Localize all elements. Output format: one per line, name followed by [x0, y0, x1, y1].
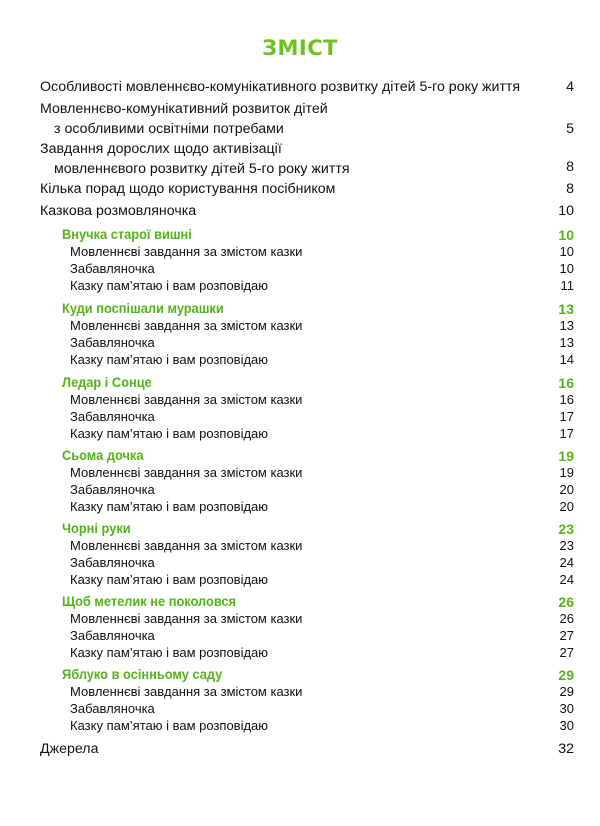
subentry-label: Мовленнєві завдання за змістом казки [70, 538, 303, 553]
story-title: Ледар і Сонце [62, 375, 152, 390]
subentry-page: 19 [559, 465, 574, 480]
toc-entry-page: 10 [558, 203, 574, 219]
subentry-page: 13 [559, 318, 574, 333]
toc-entry-page: 5 [566, 121, 574, 137]
subentry-label: Казку пам’ятаю і вам розповідаю [70, 499, 269, 514]
subentry-label: Мовленнєві завдання за змістом казки [70, 318, 303, 333]
story-page: 16 [558, 375, 574, 391]
toc-entry-label: Казкова розмовляночка [40, 203, 197, 219]
subentry-page: 17 [559, 426, 574, 441]
subentry-page: 17 [559, 409, 574, 424]
subentry-label: Мовленнєві завдання за змістом казки [70, 684, 303, 699]
subentry-label: Мовленнєві завдання за змістом казки [70, 392, 303, 407]
story-title: Яблуко в осінньому саду [62, 667, 223, 682]
subentry-page: 27 [559, 628, 574, 643]
toc-entry-label: Кілька порад щодо користування посібником [40, 181, 336, 197]
story-page: 23 [558, 521, 574, 537]
subentry-label: Забавляночка [70, 261, 155, 276]
subentry-page: 24 [559, 555, 574, 570]
subentry-page: 10 [559, 261, 574, 276]
story-page: 10 [558, 227, 574, 243]
subentry-page: 11 [560, 278, 574, 293]
toc-entry-page: 8 [566, 181, 574, 197]
story-title: Щоб метелик не поколовся [62, 594, 237, 609]
subentry-label: Казку пам’ятаю і вам розповідаю [70, 645, 269, 660]
story-page: 13 [558, 301, 574, 317]
story-title: Сьома дочка [62, 448, 144, 463]
subentry-label: Забавляночка [70, 555, 155, 570]
story-title: Внучка старої вишні [62, 227, 192, 242]
story-page: 29 [558, 667, 574, 683]
subentry-label: Забавляночка [70, 335, 155, 350]
page-title: ЗМІСТ [262, 36, 338, 60]
toc-entry-page: 4 [566, 79, 574, 95]
toc-entry-label: Особливості мовленнєво-комунікативного розвитку дітей 5-го року життя [40, 79, 521, 95]
subentry-label: Мовленнєві завдання за змістом казки [70, 244, 303, 259]
toc-entry-label: Джерела [40, 741, 99, 757]
subentry-page: 10 [559, 244, 574, 259]
story-page: 26 [558, 594, 574, 610]
subentry-page: 16 [559, 392, 574, 407]
story-title: Чорні руки [62, 521, 131, 536]
subentry-label: Мовленнєві завдання за змістом казки [70, 611, 303, 626]
toc-entry-label: Мовленнєво-комунікативний розвиток дітей з особливими освітніми потребами [40, 101, 328, 137]
subentry-page: 30 [559, 718, 574, 733]
subentry-label: Забавляночка [70, 409, 155, 424]
subentry-page: 23 [559, 538, 574, 553]
subentry-label: Казку пам’ятаю і вам розповідаю [70, 718, 269, 733]
toc-entry-page: 8 [566, 159, 574, 175]
subentry-page: 27 [559, 645, 574, 660]
story-page: 19 [558, 448, 574, 464]
subentry-label: Казку пам’ятаю і вам розповідаю [70, 278, 269, 293]
subentry-label: Забавляночка [70, 482, 155, 497]
subentry-label: Забавляночка [70, 628, 155, 643]
subentry-page: 24 [559, 572, 574, 587]
subentry-page: 30 [559, 701, 574, 716]
subentry-page: 20 [559, 482, 574, 497]
story-title: Куди поспішали мурашки [62, 301, 224, 316]
subentry-page: 14 [559, 352, 574, 367]
subentry-label: Казку пам’ятаю і вам розповідаю [70, 426, 269, 441]
subentry-page: 20 [559, 499, 574, 514]
toc-entry-page: 32 [558, 741, 574, 757]
subentry-label: Мовленнєві завдання за змістом казки [70, 465, 303, 480]
subentry-page: 29 [559, 684, 574, 699]
subentry-label: Казку пам’ятаю і вам розповідаю [70, 572, 269, 587]
subentry-page: 26 [559, 611, 574, 626]
subentry-label: Забавляночка [70, 701, 155, 716]
subentry-page: 13 [559, 335, 574, 350]
toc-entry-label: Завдання дорослих щодо активізації мовленнєвого розвитку дітей 5-го року життя [40, 141, 350, 177]
subentry-label: Казку пам’ятаю і вам розповідаю [70, 352, 269, 367]
